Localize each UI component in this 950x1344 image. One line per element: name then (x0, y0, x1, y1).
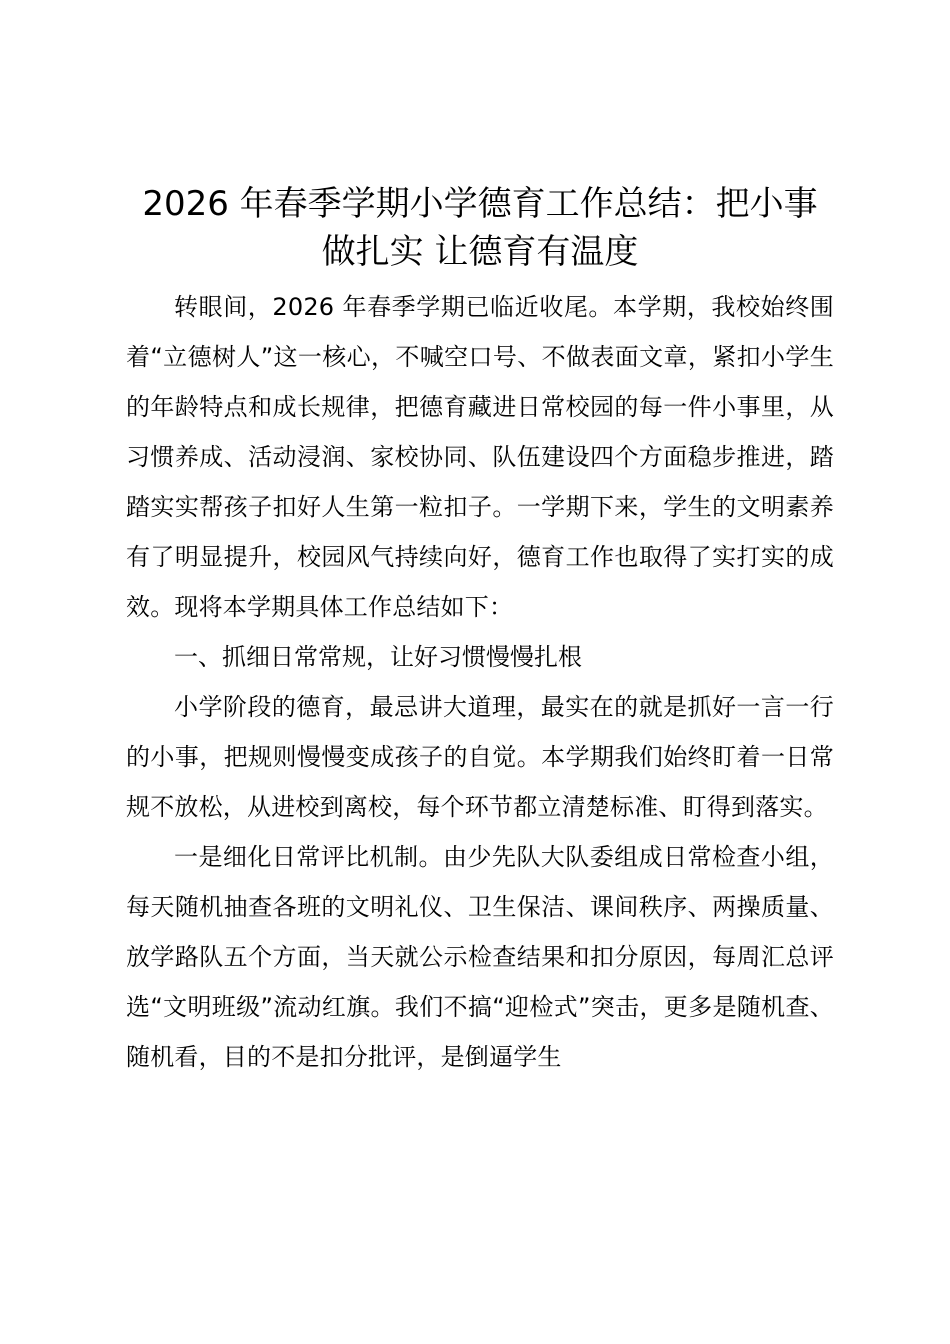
title-line-1: 2026 年春季学期小学德育工作总结：把小事 (142, 184, 818, 224)
document-title (120, 180, 840, 276)
title-line-2: 做扎实 让德育有温度 (321, 232, 639, 272)
intro-paragraph: 转眼间，2026 年春季学期已临近收尾。本学期，我校始终围着“立德树人”这一核心，不喊空口号、不做表面文章，紧扣小学生的年龄特点和成长规律，把德育藏进日常校园的每一件小事里，从习惯养成、活动浸润、家校协同、队伍建设四个方面稳步推进，踏踏实实帮孩子扣好人生第一粒扣子。一学期下来，学生的文明素养有了明显提升，校园风气持续向好，德育工作也取得了实打实的成效。现将本学期具体工作总结如下： (126, 293, 834, 621)
section-1-heading: 一、抓细日常常规，让好习惯慢慢扎根 (174, 643, 582, 671)
section-1-paragraph-2: 一是细化日常评比机制。由少先队大队委组成日常检查小组，每天随机抽查各班的文明礼仪、卫生保洁、课间秩序、两操质量、放学路队五个方面，当天就公示检查结果和扣分原因，每周汇总评选“文明班级”流动红旗。我们不搞“迎检式”突击，更多是随机查、随机看，目的不是扣分批评，是倒逼学生 (126, 843, 834, 1071)
section-1-paragraph-1: 小学阶段的德育，最忌讲大道理，最实在的就是抓好一言一行的小事，把规则慢慢变成孩子的自觉。本学期我们始终盯着一日常规不放松，从进校到离校，每个环节都立清楚标准、盯得到落实。 (126, 693, 834, 821)
document-page (126, 180, 834, 1082)
